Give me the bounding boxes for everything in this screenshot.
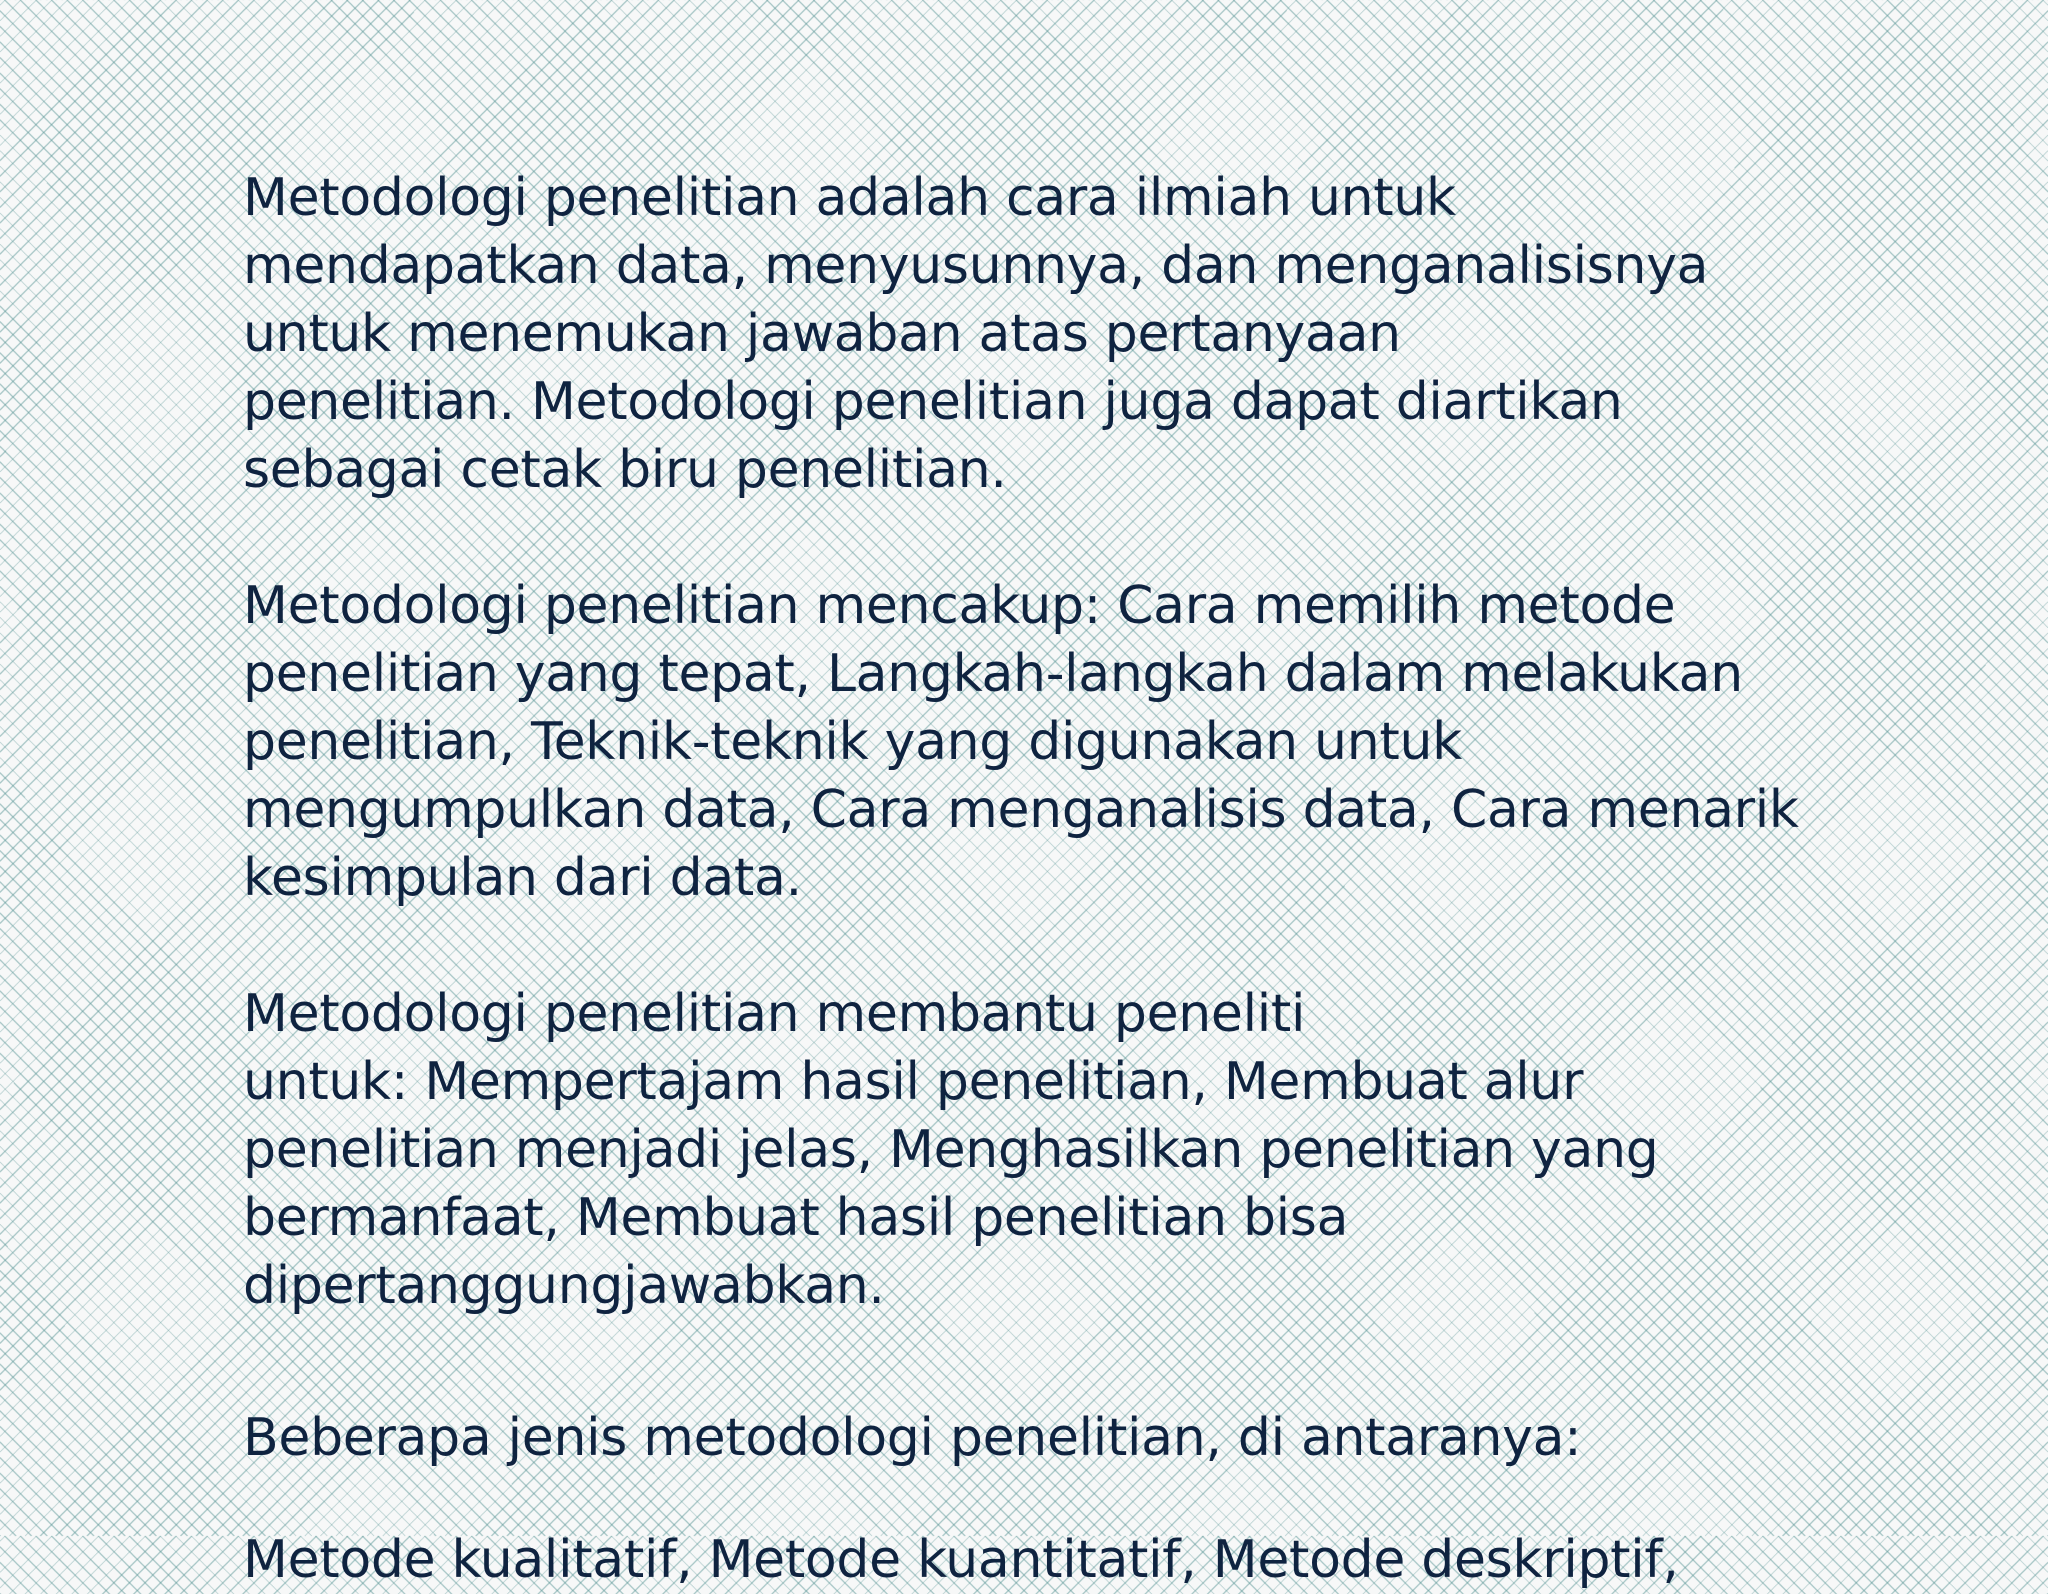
text-line: penelitian menjadi jelas, Menghasilkan penelitian yang [243, 1120, 1659, 1180]
text-line: sebagai cetak biru penelitian. [243, 440, 1007, 500]
text-line: penelitian, Teknik-teknik yang digunakan untuk [243, 712, 1462, 772]
text-line: Metodologi penelitian mencakup: Cara memilih metode [243, 576, 1676, 636]
text-line: dipertanggungjawabkan. [243, 1256, 885, 1316]
text-line: mendapatkan data, menyusunnya, dan menganalisisnya [243, 236, 1709, 296]
text-line: Metodologi penelitian membantu peneliti [243, 984, 1306, 1044]
paragraph-benefits [243, 980, 1883, 1320]
text-line: Metodologi penelitian adalah cara ilmiah untuk [243, 168, 1456, 228]
paragraph-types-list [243, 1526, 1883, 1594]
text-line: Metode kualitatif, Metode kuantitatif, Metode deskriptif, [243, 1530, 1679, 1590]
paragraph-scope [243, 572, 1883, 912]
text-line: mengumpulkan data, Cara menganalisis data, Cara menarik [243, 780, 1799, 840]
text-line: Beberapa jenis metodologi penelitian, di antaranya: [243, 1408, 1582, 1468]
text-line: untuk menemukan jawaban atas pertanyaan [243, 304, 1401, 364]
text-line: bermanfaat, Membuat hasil penelitian bisa [243, 1188, 1349, 1248]
text-line: untuk: Mempertajam hasil penelitian, Membuat alur [243, 1052, 1584, 1112]
document-body [243, 164, 1883, 1594]
paragraph-types-intro [243, 1404, 1883, 1472]
text-line: penelitian. Metodologi penelitian juga dapat diartikan [243, 372, 1623, 432]
text-line: penelitian yang tepat, Langkah-langkah dalam melakukan [243, 644, 1743, 704]
paragraph-definition [243, 164, 1883, 504]
text-line: kesimpulan dari data. [243, 848, 802, 908]
